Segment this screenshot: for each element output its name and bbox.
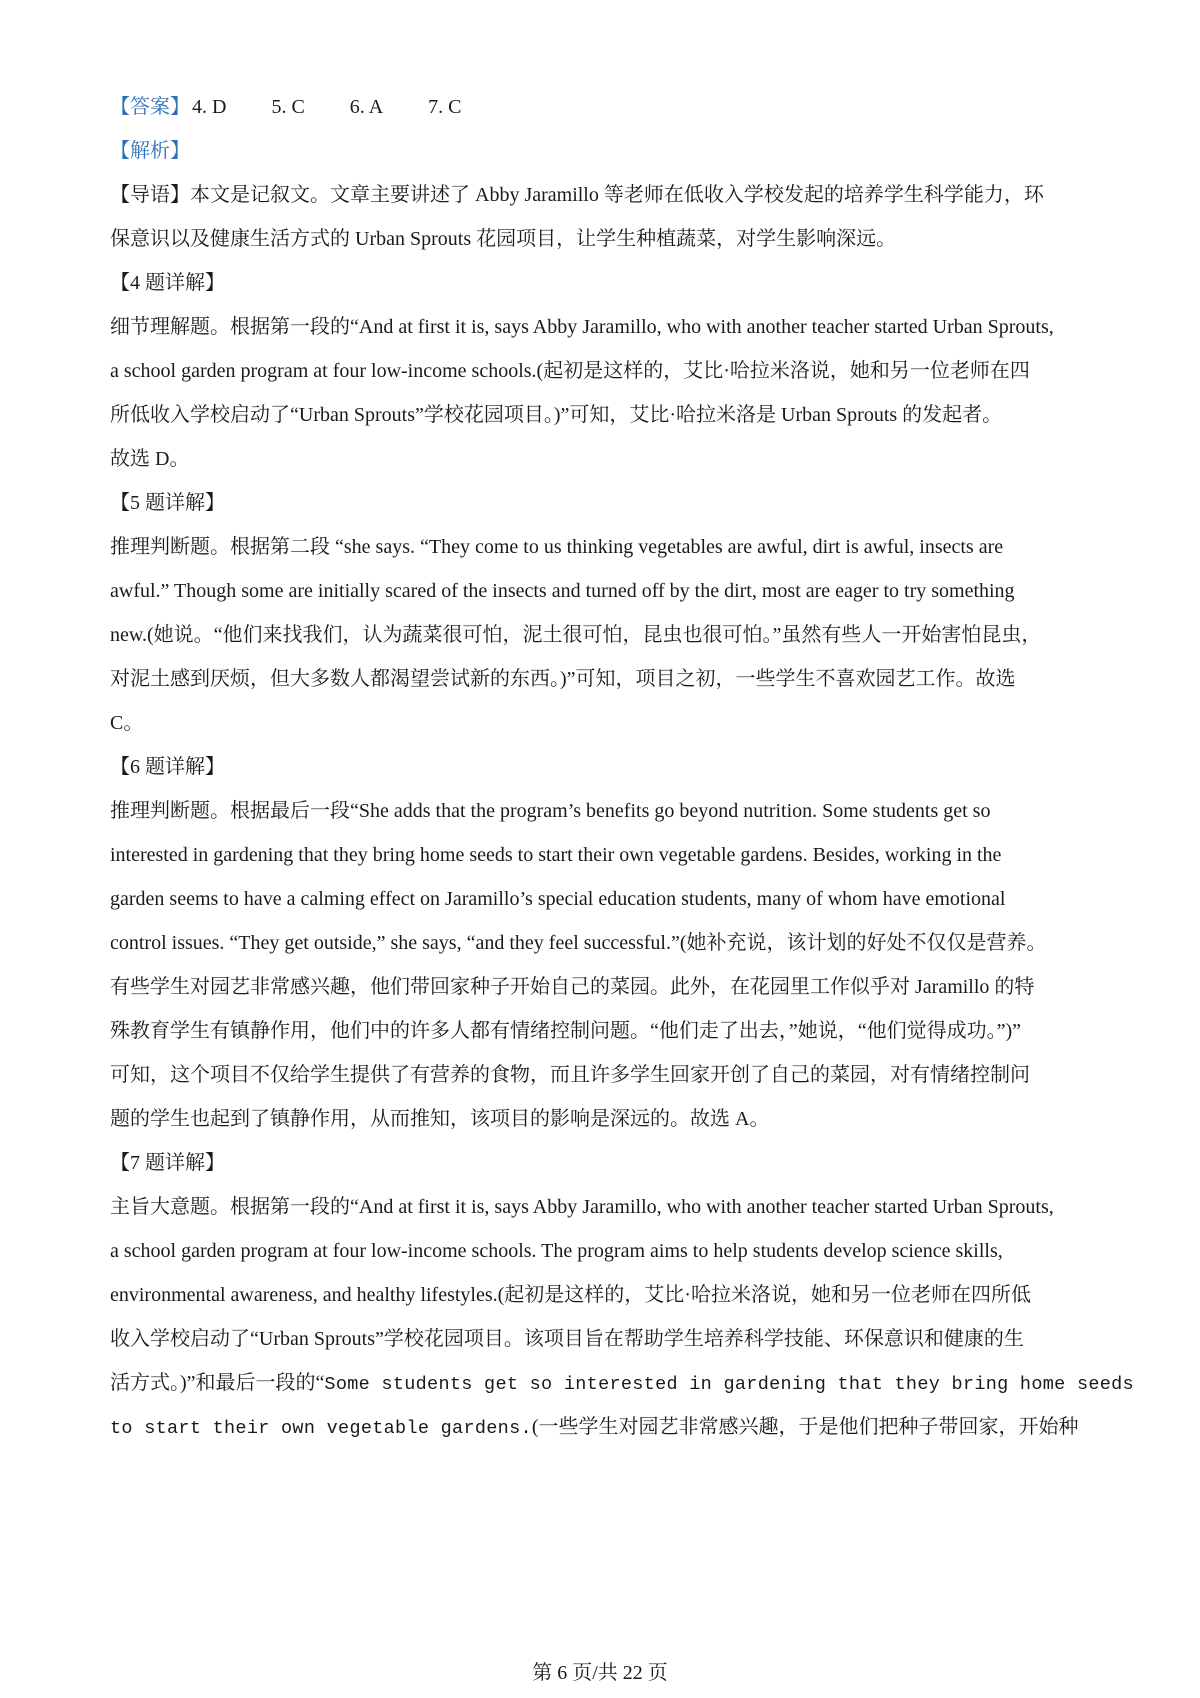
q5-line: 推理判断题。根据第二段 “she says. “They come to us thinking vegetables are awful, dirt is awful, insects are xyxy=(110,536,1004,558)
q7-line-mixed xyxy=(110,1370,1134,1398)
q6-heading: 【6 题详解】 xyxy=(110,756,225,778)
q5-line: new.(她说。“他们来找我们，认为蔬菜很可怕，泥土很可怕，昆虫也很可怕。”虽然有些人一开始害怕昆虫， xyxy=(110,624,1042,646)
q6-line: 有些学生对园艺非常感兴趣，他们带回家种子开始自己的菜园。此外，在花园里工作似乎对 Jaramillo 的特 xyxy=(110,976,1035,998)
q7-line: 收入学校启动了“Urban Sprouts”学校花园项目。该项目旨在帮助学生培养科学技能、环保意识和健康的生 xyxy=(110,1328,1024,1350)
answer-item: 5. C xyxy=(271,96,305,118)
q4-heading: 【4 题详解】 xyxy=(110,272,225,294)
page-number: 第 6 页/共 22 页 xyxy=(532,1662,668,1684)
q4-line: 故选 D。 xyxy=(110,448,190,470)
q7-line-mixed xyxy=(110,1414,1120,1442)
answer-item: 7. C xyxy=(428,96,462,118)
q4-line: 所低收入学校启动了“Urban Sprouts”学校花园项目。)”可知，艾比·哈拉米洛是 Urban Sprouts 的发起者。 xyxy=(110,404,1003,426)
q7-heading: 【7 题详解】 xyxy=(110,1152,225,1174)
q6-line: garden seems to have a calming effect on Jaramillo’s special education students, many of whom have emotional xyxy=(110,888,1006,910)
q7-line: environmental awareness, and healthy lifestyles.(起初是这样的，艾比·哈拉米洛说，她和另一位老师在四所低 xyxy=(110,1284,1031,1306)
answer-label: 【答案】 xyxy=(110,96,190,118)
q6-line: 殊教育学生有镇静作用，他们中的许多人都有情绪控制问题。“他们走了出去，”她说，“他们觉得成功。”)” xyxy=(110,1020,1022,1042)
q7-line-text: (一些学生对园艺非常感兴趣，于是他们把种子带回家，开始种 xyxy=(531,1416,1079,1438)
answer-item: 6. A xyxy=(349,96,384,118)
answer-line xyxy=(110,94,1120,120)
q6-line: 题的学生也起到了镇静作用，从而推知，该项目的影响是深远的。故选 A。 xyxy=(110,1108,770,1130)
answer-item: 4. D xyxy=(192,96,227,118)
q7-mono-quote: Some students get so interested in gardening that they bring home seeds xyxy=(324,1374,1134,1395)
q5-line: 对泥土感到厌烦，但大多数人都渴望尝试新的东西。)”可知，项目之初，一些学生不喜欢园艺工作。故选 xyxy=(110,668,1016,690)
q7-line: a school garden program at four low-income schools. The program aims to help students develop science skills, xyxy=(110,1240,1003,1262)
q5-heading: 【5 题详解】 xyxy=(110,492,225,514)
q6-line: interested in gardening that they bring home seeds to start their own vegetable gardens. Besides, working in the xyxy=(110,844,1002,866)
intro-line: 【导语】本文是记叙文。文章主要讲述了 Abby Jaramillo 等老师在低收入学校发起的培养学生科学能力，环 xyxy=(110,184,1044,206)
q4-line: a school garden program at four low-income schools.(起初是这样的，艾比·哈拉米洛说，她和另一位老师在四 xyxy=(110,360,1030,382)
q7-line-text: 活方式。)”和最后一段的“ xyxy=(110,1372,325,1394)
q6-line: control issues. “They get outside,” she says, “and they feel successful.”(她补充说，该计划的好处不仅仅是营养。 xyxy=(110,932,1047,954)
q5-line: C。 xyxy=(110,712,144,734)
intro-line: 保意识以及健康生活方式的 Urban Sprouts 花园项目，让学生种植蔬菜，对学生影响深远。 xyxy=(110,228,897,250)
q5-line: awful.” Though some are initially scared of the insects and turned off by the dirt, most are eager to try something xyxy=(110,580,1015,602)
analysis-label: 【解析】 xyxy=(110,140,190,162)
q6-line: 可知，这个项目不仅给学生提供了有营养的食物，而且许多学生回家开创了自己的菜园，对有情绪控制问 xyxy=(110,1064,1030,1086)
q6-line: 推理判断题。根据最后一段“She adds that the program’s benefits go beyond nutrition. Some students get so xyxy=(110,800,991,822)
q7-line: 主旨大意题。根据第一段的“And at first it is, says Abby Jaramillo, who with another teacher started Urban Sprouts, xyxy=(110,1196,1054,1218)
q7-mono-quote: to start their own vegetable gardens. xyxy=(110,1418,532,1439)
q4-line: 细节理解题。根据第一段的“And at first it is, says Abby Jaramillo, who with another teacher started Urban Sprouts, xyxy=(110,316,1054,338)
